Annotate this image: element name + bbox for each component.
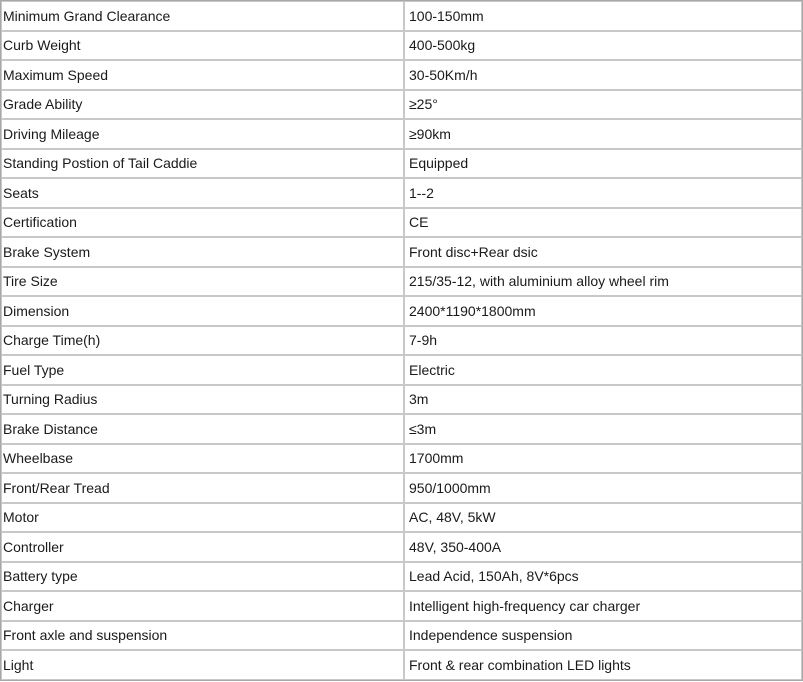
spec-value: Intelligent high-frequency car charger bbox=[404, 591, 802, 621]
spec-value: Independence suspension bbox=[404, 621, 802, 651]
table-row bbox=[1, 149, 802, 179]
spec-label: Brake System bbox=[1, 237, 404, 267]
spec-label: Front/Rear Tread bbox=[1, 473, 404, 503]
spec-value: 48V, 350-400A bbox=[404, 532, 802, 562]
table-row bbox=[1, 591, 802, 621]
table-row bbox=[1, 119, 802, 149]
spec-value: Electric bbox=[404, 355, 802, 385]
table-row bbox=[1, 355, 802, 385]
table-row bbox=[1, 562, 802, 592]
spec-value: 7-9h bbox=[404, 326, 802, 356]
spec-label: Grade Ability bbox=[1, 90, 404, 120]
spec-value: 400-500kg bbox=[404, 31, 802, 61]
table-row bbox=[1, 1, 802, 31]
spec-label: Light bbox=[1, 650, 404, 680]
spec-label: Standing Postion of Tail Caddie bbox=[1, 149, 404, 179]
spec-label: Maximum Speed bbox=[1, 60, 404, 90]
spec-label: Driving Mileage bbox=[1, 119, 404, 149]
spec-label: Curb Weight bbox=[1, 31, 404, 61]
table-row bbox=[1, 326, 802, 356]
spec-value: ≥25° bbox=[404, 90, 802, 120]
spec-value: CE bbox=[404, 208, 802, 238]
spec-label: Brake Distance bbox=[1, 414, 404, 444]
spec-value: AC, 48V, 5kW bbox=[404, 503, 802, 533]
spec-value: Lead Acid, 150Ah, 8V*6pcs bbox=[404, 562, 802, 592]
table-row bbox=[1, 237, 802, 267]
spec-label: Battery type bbox=[1, 562, 404, 592]
spec-value: Front disc+Rear dsic bbox=[404, 237, 802, 267]
spec-label: Dimension bbox=[1, 296, 404, 326]
spec-table-body bbox=[1, 1, 802, 680]
table-row bbox=[1, 444, 802, 474]
spec-value: 950/1000mm bbox=[404, 473, 802, 503]
spec-label: Minimum Grand Clearance bbox=[1, 1, 404, 31]
table-row bbox=[1, 385, 802, 415]
table-row bbox=[1, 503, 802, 533]
spec-label: Charge Time(h) bbox=[1, 326, 404, 356]
spec-label: Tire Size bbox=[1, 267, 404, 297]
spec-label: Fuel Type bbox=[1, 355, 404, 385]
spec-label: Front axle and suspension bbox=[1, 621, 404, 651]
table-row bbox=[1, 621, 802, 651]
table-row bbox=[1, 31, 802, 61]
spec-value: Equipped bbox=[404, 149, 802, 179]
spec-value: 100-150mm bbox=[404, 1, 802, 31]
table-row bbox=[1, 178, 802, 208]
spec-label: Turning Radius bbox=[1, 385, 404, 415]
spec-value: ≥90km bbox=[404, 119, 802, 149]
spec-value: 215/35-12, with aluminium alloy wheel rim bbox=[404, 267, 802, 297]
table-row bbox=[1, 650, 802, 680]
table-row bbox=[1, 532, 802, 562]
spec-value: 1700mm bbox=[404, 444, 802, 474]
table-row bbox=[1, 90, 802, 120]
spec-label: Wheelbase bbox=[1, 444, 404, 474]
table-row bbox=[1, 208, 802, 238]
spec-label: Certification bbox=[1, 208, 404, 238]
spec-value: 3m bbox=[404, 385, 802, 415]
spec-label: Seats bbox=[1, 178, 404, 208]
table-row bbox=[1, 473, 802, 503]
spec-label: Controller bbox=[1, 532, 404, 562]
table-row bbox=[1, 414, 802, 444]
spec-value: 2400*1190*1800mm bbox=[404, 296, 802, 326]
spec-value: ≤3m bbox=[404, 414, 802, 444]
table-row bbox=[1, 267, 802, 297]
spec-label: Motor bbox=[1, 503, 404, 533]
spec-value: Front & rear combination LED lights bbox=[404, 650, 802, 680]
spec-value: 1--2 bbox=[404, 178, 802, 208]
spec-value: 30-50Km/h bbox=[404, 60, 802, 90]
table-row bbox=[1, 60, 802, 90]
spec-label: Charger bbox=[1, 591, 404, 621]
table-row bbox=[1, 296, 802, 326]
